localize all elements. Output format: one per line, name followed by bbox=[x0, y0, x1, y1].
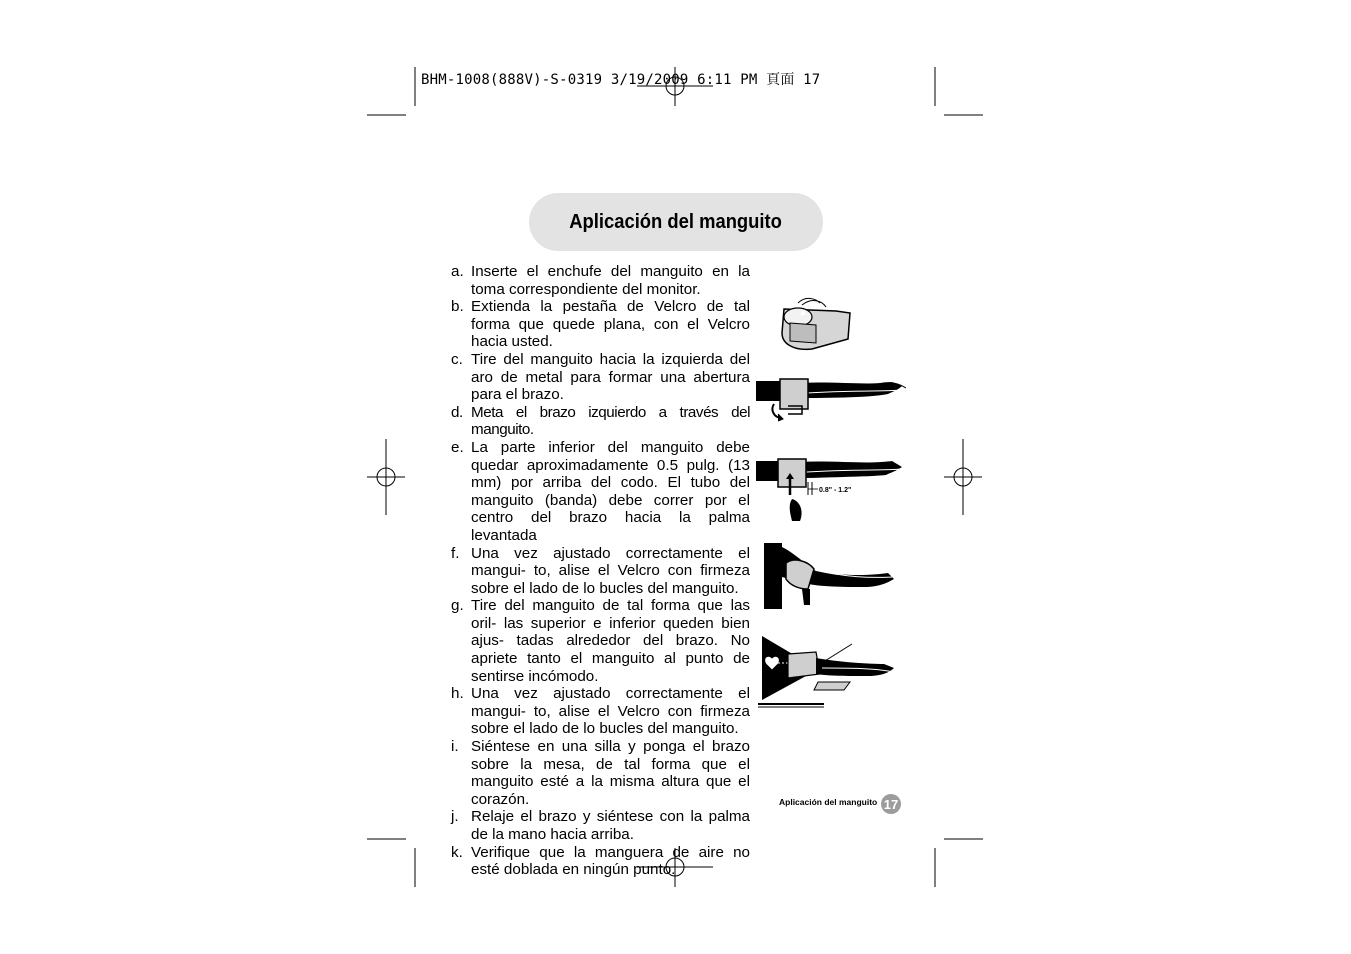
step-letter: k. bbox=[451, 843, 463, 861]
list-item bbox=[445, 263, 750, 298]
list-item bbox=[445, 404, 750, 439]
step-text: Verifique que la manguera de aire no esté doblada en ningún punto. bbox=[471, 843, 750, 879]
list-item bbox=[445, 844, 750, 879]
step-text: Siéntese en una silla y ponga el brazo sobre la mesa, de tal forma que el manguito esté a la misma altura que el corazón. bbox=[471, 738, 750, 808]
cuff-illustration bbox=[776, 293, 856, 355]
step-letter: c. bbox=[451, 350, 463, 368]
step-text: Una vez ajustado correctamente el mangui- to, alise el Velcro con firmeza sobre el lado de lo bucles del manguito. bbox=[471, 685, 750, 738]
step-letter: f. bbox=[451, 544, 460, 562]
step-text: Extienda la pestaña de Velcro de tal forma que quede plana, con el Velcro hacia usted. bbox=[471, 298, 750, 351]
step-text: Una vez ajustado correctamente el mangui- to, alise el Velcro con firmeza sobre el lado de lo bucles del manguito. bbox=[471, 544, 750, 597]
step-letter: j. bbox=[451, 808, 459, 826]
section-title: Aplicación del manguito bbox=[569, 210, 783, 233]
step-text: La parte inferior del manguito debe quedar aproximadamente 0.5 pulg. (13 mm) por arriba del codo. El tubo del manguito (banda) debe correr por el centro del brazo hacia la palma levantada bbox=[471, 438, 750, 544]
seated-position-illustration bbox=[758, 634, 898, 710]
list-item bbox=[445, 738, 750, 808]
footer-section-label: Aplicación del manguito bbox=[779, 797, 878, 807]
list-item bbox=[445, 298, 750, 351]
measure-label: 0.8" - 1.2" bbox=[819, 487, 852, 494]
step-letter: e. bbox=[451, 438, 464, 456]
cuff-tighten-illustration bbox=[764, 543, 896, 609]
step-letter: b. bbox=[451, 298, 464, 316]
step-letter: d. bbox=[451, 403, 463, 421]
list-item bbox=[445, 545, 750, 598]
section-title-pill bbox=[529, 193, 823, 251]
list-item bbox=[445, 439, 750, 545]
step-letter: i. bbox=[451, 738, 459, 756]
list-item bbox=[445, 351, 750, 404]
arm-insert-illustration bbox=[756, 376, 906, 422]
step-text: Relaje el brazo y siéntese con la palma de la mano hacia arriba. bbox=[471, 808, 750, 843]
print-slug: BHM-1008(888V)-S-0319 3/19/2009 6:11 PM 頁面 17 bbox=[421, 72, 821, 88]
list-item bbox=[445, 685, 750, 738]
step-text: Tire del manguito de tal forma que las oril- las superior e inferior queden bien ajus- tadas alrededor del brazo. No apriete tanto el manguito al punto de sentirse incómodo. bbox=[471, 597, 750, 685]
step-text: Meta el brazo izquierdo a través del manguito. bbox=[471, 403, 750, 439]
step-letter: a. bbox=[451, 263, 464, 280]
list-item bbox=[445, 808, 750, 843]
cuff-position-illustration bbox=[756, 455, 906, 525]
step-letter: h. bbox=[451, 685, 464, 703]
page-number: 17 bbox=[881, 794, 901, 814]
list-item bbox=[445, 597, 750, 685]
instruction-list bbox=[445, 263, 750, 879]
step-text: Tire del manguito hacia la izquierda del aro de metal para formar una abertura para el brazo. bbox=[471, 350, 750, 404]
step-text: Inserte el enchufe del manguito en la toma correspondiente del monitor. bbox=[471, 263, 750, 298]
step-letter: g. bbox=[451, 597, 464, 615]
